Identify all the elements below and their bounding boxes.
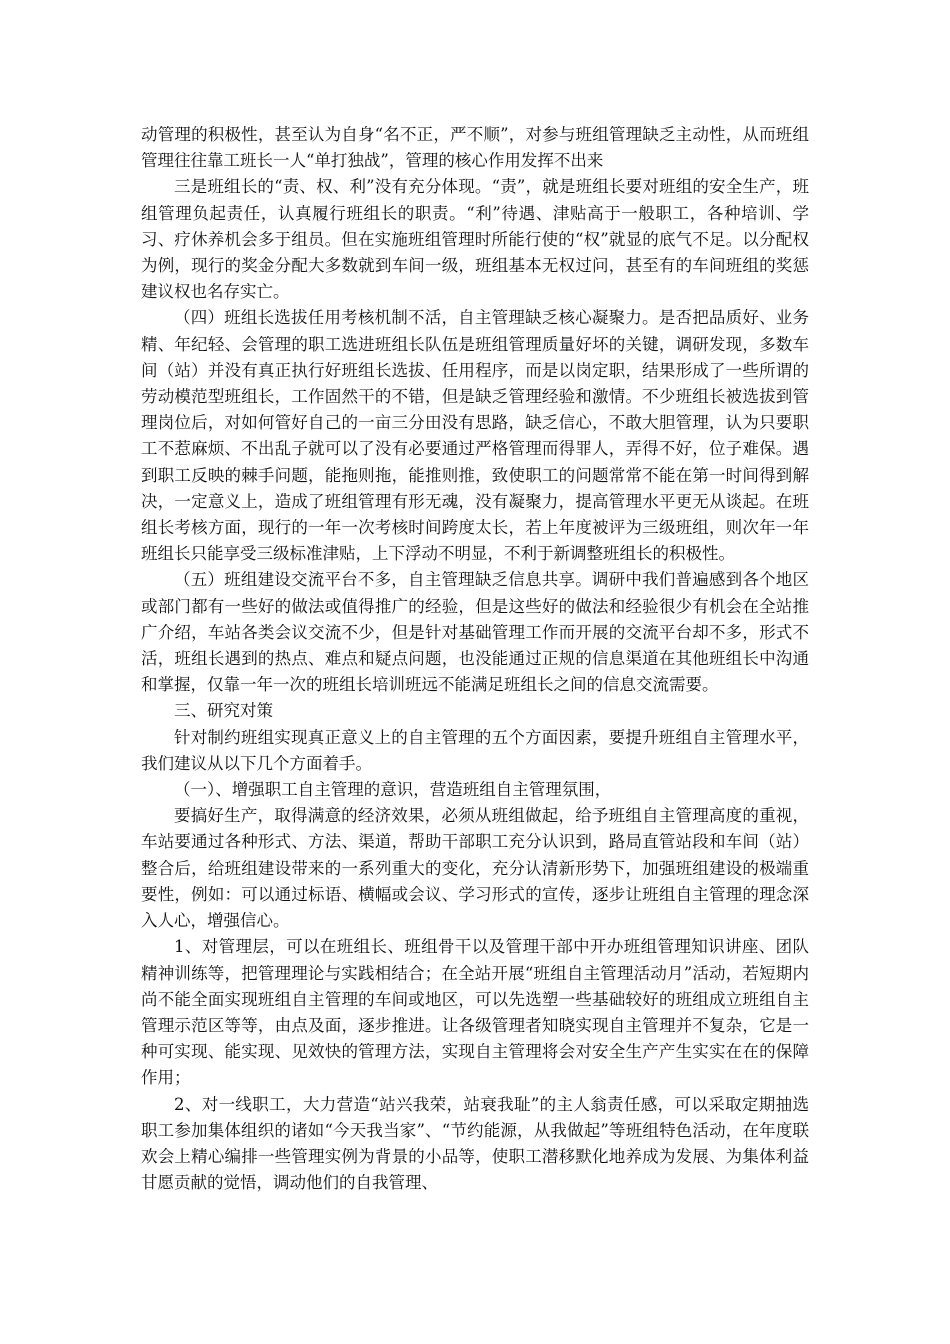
paragraph-production: 要搞好生产，取得满意的经济效果，必须从班组做起，给予班组自主管理高度的重视，车站要通过各种形式、方法、渠道，帮助干部职工充分认识到，路局直管站段和车间（站）整合后，给班组建设带来的一系列重大的变化，充分认清新形势下，加强班组建设的极端重要性，例如：可以通过标语、横幅或会议、学习形式的宣传，逐步让班组自主管理的理念深入人心，增强信心。 xyxy=(141,806,809,931)
paragraph-intro-countermeasures: 针对制约班组实现真正意义上的自主管理的五个方面因素，要提升班组自主管理水平，我们建议从以下几个方面着手。 xyxy=(141,727,809,773)
paragraph-section-four: （四）班组长选拔任用考核机制不活，自主管理缺乏核心凝聚力。是否把品质好、业务精、年纪轻、会管理的职工选进班组长队伍是班组管理质量好坏的关键，调研发现，多数车间（站）并没有真正执行好班组长选拔、任用程序，而是以岗定职，结果形成了一些所谓的劳动模范型班组长，工作固然干的不错，但是缺乏管理经验和激情。不少班组长被选拔到管理岗位后，对如何管好自己的一亩三分田没有思路，缺乏信心，不敢大胆管理，认为只要职工不惹麻烦、不出乱子就可以了没有必要通过严格管理而得罪人，弄得不好，位子难保。遇到职工反映的棘手问题，能拖则拖，能推则推，致使职工的问题常常不能在第一时间得到解决，一定意义上，造成了班组管理有形无魂，没有凝聚力，提高管理水平更无从谈起。在班组长考核方面，现行的一年一次考核时间跨度太长，若上年度被评为三级班组，则次年一年班组长只能享受三级标准津贴，上下浮动不明显，不利于新调整班组长的积极性。 xyxy=(141,308,809,564)
paragraph-management-layer: 1、对管理层，可以在班组长、班组骨干以及管理干部中开办班组管理知识讲座、团队精神训练等，把管理理论与实践相结合；在全站开展“班组自主管理活动月”活动，若短期内尚不能全面实现班组自主管理的车间或地区，可以先选塑一些基础较好的班组成立班组自主管理示范区等等，由点及面，逐步推进。让各级管理者知晓实现自主管理并不复杂，它是一种可实现、能实现、见效快的管理方法，实现自主管理将会对安全生产产生实实在在的保障作用； xyxy=(141,937,809,1088)
document-page xyxy=(141,122,809,1196)
paragraph-section-five: （五）班组建设交流平台不多，自主管理缺乏信息共享。调研中我们普遍感到各个地区或部门都有一些好的做法或值得推广的经验，但是这些好的做法和经验很少有机会在全站推广介绍，车站各类会议交流不少，但是针对基础管理工作而开展的交流平台却不多，形式不活，班组长遇到的热点、难点和疑点问题，也没能通过正规的信息渠道在其他班组长中沟通和掌握，仅靠一年一次的班组长培训班远不能满足班组长之间的信息交流需要。 xyxy=(141,570,809,695)
section-heading-countermeasures: 三、研究对策 xyxy=(174,701,273,721)
paragraph-rights-responsibilities: 三是班组长的“责、权、利”没有充分体现。“责”，就是班组长要对班组的安全生产，班组管理负起责任，认真履行班组长的职责。“利”待遇、津贴高于一般职工，各种培训、学习、疗休养机会多于组员。但在实施班组管理时所能行使的“权”就显的底气不足。以分配权为例，现行的奖金分配大多数就到车间一级，班组基本无权过问，甚至有的车间班组的奖惩建议权也名存实亡。 xyxy=(141,177,809,302)
paragraph-continued: 动管理的积极性，甚至认为自身“名不正，严不顺”，对参与班组管理缺乏主动性，从而班组管理往往靠工班长一人“单打独战”，管理的核心作用发挥不出来 xyxy=(141,125,809,171)
subheading-one: （一）、增强职工自主管理的意识，营造班组自主管理氛围， xyxy=(174,780,612,800)
paragraph-frontline-workers: 2、对一线职工，大力营造“站兴我荣，站衰我耻”的主人翁责任感，可以采取定期抽选职工参加集体组织的诸如“今天我当家”、“节约能源，从我做起”等班组特色活动，在年度联欢会上精心编排一些管理实例为背景的小品等，使职工潜移默化地养成为发展、为集体利益甘愿贡献的觉悟，调动他们的自我管理、 xyxy=(141,1094,809,1193)
